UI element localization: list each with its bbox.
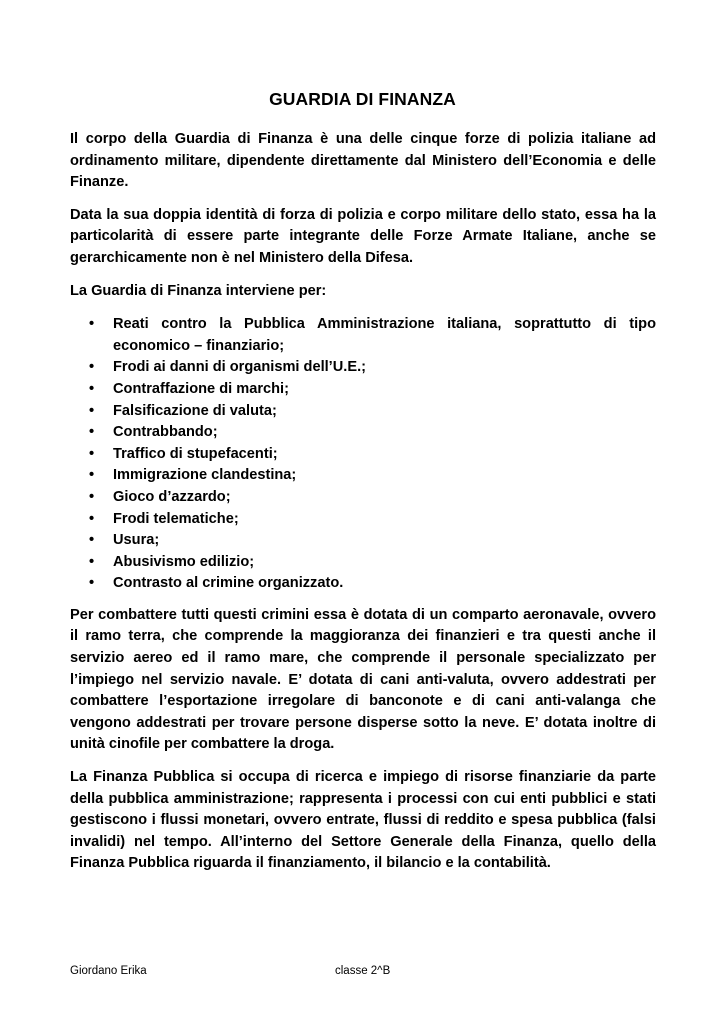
list-item	[70, 401, 656, 423]
intro-paragraph-1: Il corpo della Guardia di Finanza è una delle cinque forze di polizia italiane ad ordinamento militare, dipendente direttamente dal Ministero dell’Economia e delle Finanze.	[70, 131, 656, 191]
bullet-icon: •	[89, 316, 95, 333]
bullet-icon: •	[89, 532, 95, 549]
list-item	[70, 357, 656, 379]
intro-paragraph-3: La Guardia di Finanza interviene per:	[70, 282, 327, 299]
list-item-text: Contrabbando;	[113, 424, 218, 441]
list-item-text: Reati contro la Pubblica Amministrazione italiana, soprattutto di tipo economico – finanziario;	[113, 316, 656, 354]
footer-class: classe 2^B	[335, 965, 391, 977]
list-item-text: Gioco d’azzardo;	[113, 488, 231, 505]
list-item	[70, 487, 656, 509]
page-title: GUARDIA DI FINANZA	[269, 89, 456, 109]
list-item	[70, 552, 656, 574]
intro-paragraph-2: Data la sua doppia identità di forza di polizia e corpo militare dello stato, essa ha la particolarità di essere parte integrante delle Forze Armate Italiane, anche se gerarchicamente non è nel Ministero della Difesa.	[70, 206, 656, 266]
bullet-icon: •	[89, 553, 95, 570]
list-item-text: Usura;	[113, 532, 160, 549]
bullet-icon: •	[89, 488, 95, 505]
body-paragraph-finanza-pubblica: La Finanza Pubblica si occupa di ricerca e impiego di risorse finanziarie da parte della pubblica amministrazione; rappresenta i processi con cui enti pubblici e stati gestiscono i flussi monetari, ovvero entrate, flussi di reddito e spesa pubblica (falsi invalidi) nel tempo. All’interno del Settore Generale della Finanza, quello della Finanza Pubblica riguarda il finanziamento, il bilancio e la contabilità.	[70, 769, 656, 872]
bullet-icon: •	[89, 445, 95, 462]
list-item	[70, 573, 656, 595]
list-item-text: Contrasto al crimine organizzato.	[113, 575, 344, 592]
list-item	[70, 509, 656, 531]
bullet-icon: •	[89, 424, 95, 441]
list-item-text: Frodi telematiche;	[113, 510, 239, 527]
list-item	[70, 530, 656, 552]
list-item-text: Frodi ai danni di organismi dell’U.E.;	[113, 359, 366, 376]
list-item	[70, 314, 656, 357]
list-item	[70, 422, 656, 444]
list-item	[70, 379, 656, 401]
footer-author: Giordano Erika	[70, 965, 147, 977]
bullet-icon: •	[89, 467, 95, 484]
list-item	[70, 444, 656, 466]
list-item-text: Traffico di stupefacenti;	[113, 445, 278, 462]
interventions-list	[70, 314, 656, 595]
document-body	[70, 129, 656, 886]
bullet-icon: •	[89, 510, 95, 527]
bullet-icon: •	[89, 575, 95, 592]
list-item-text: Contraffazione di marchi;	[113, 380, 289, 397]
body-paragraph-comparto: Per combattere tutti questi crimini essa è dotata di un comparto aeronavale, ovvero il ramo terra, che comprende la maggioranza dei finanzieri e tra questi anche il servizio aereo ed il ramo mare, che comprende il personale specializzato per l’impiego nel servizio navale. E’ dotata di cani anti-valuta, ovvero addestrati per combattere l’esportazione irregolare di banconote e di cani anti-valanga che vengono addestrati per trovare persone disperse sotto la neve. E’ dotata inoltre di unità cinofile per combattere la droga.	[70, 606, 656, 753]
list-item-text: Immigrazione clandestina;	[113, 467, 297, 484]
bullet-icon: •	[89, 402, 95, 419]
list-item-text: Abusivismo edilizio;	[113, 553, 255, 570]
bullet-icon: •	[89, 359, 95, 376]
list-item	[70, 465, 656, 487]
bullet-icon: •	[89, 380, 95, 397]
list-item-text: Falsificazione di valuta;	[113, 402, 277, 419]
